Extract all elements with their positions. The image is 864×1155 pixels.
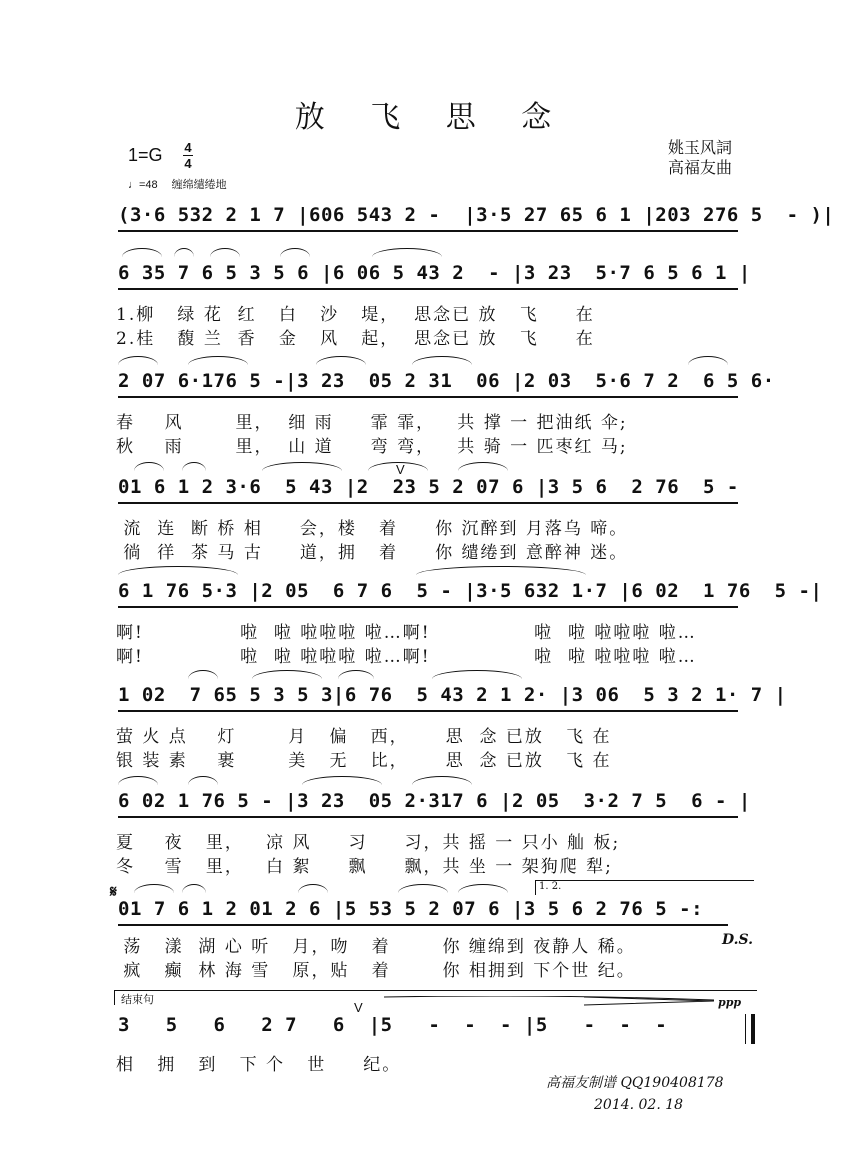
decrescendo-hairpin [384,996,714,1006]
footer-date: 2014. 02. 18 [594,1097,684,1113]
key-signature: 1=G [128,145,163,165]
notes-text: 6 02 1 76 5 - |3 23 05 2·317 6 |2 05 3·2 7 5 6 - | [118,790,751,812]
notes-text: 01 6 1 2 3·6 5 43 |2 23 5 2 07 6 |3 5 6 2 76 5 - [118,476,751,498]
notes-line [112,580,823,614]
lyric-verse-2: 秋 雨 里， 山 道 弯 弯， 共 骑 一 匹枣红 马; [116,437,628,457]
notes-line [112,1014,752,1048]
time-top: 4 [184,140,192,155]
volta-bracket: 1. 2. [535,880,754,895]
expression-mark: 缠绵缱绻地 [171,179,227,191]
lyric-verse-1: 啊! 啦 啦 啦啦啦 啦…啊! 啦 啦 啦啦啦 啦… [116,623,697,643]
notes-text: (3·6 532 2 1 7 |606 543 2 - |3·5 27 65 6 1 |203 276 5 - )| [118,204,835,226]
breath-mark: V [354,1000,363,1015]
notes-line [112,370,775,404]
notes-text: 3 5 6 2 7 6 |5 - - - |5 - - - [118,1014,680,1036]
tempo-line [128,176,227,192]
notes-line [112,476,752,510]
notes-text: 01 7 6 1 2 01 2 6 |5 53 5 2 07 6 |3 5 6 2 76 5 -: [118,898,704,920]
notes-line [112,790,752,824]
footer [546,1072,724,1116]
lyric-verse-2: 疯 癫 林 海 雪 原，贴 着 你 相拥到 下个世 纪。 [116,961,636,981]
lyric-verse-2: 冬 雪 里， 白 絮 飘 飘，共 坐 一 架狗爬 犁; [116,857,613,877]
lyric-verse-1: 荡 漾 湖 心 听 月，吻 着 你 缠绵到 夜静人 稀。 [116,937,636,957]
notes-text: 2 07 6·176 5 -|3 23 05 2 31 06 |2 03 5·6 7 2 6 5 6· [118,370,775,392]
time-signature [183,141,193,170]
lyric-verse-1: 1.柳 绿 花 红 白 沙 堤， 思念已 放 飞 在 [116,305,595,325]
lyric-verse-1: 春 风 里， 细 雨 霏 霏， 共 撑 一 把油纸 伞; [116,413,628,433]
lyric-verse-2: 银 装 素 裹 美 无 比， 思 念 已放 飞 在 [116,751,612,771]
lyric-verse-2: 徜 徉 茶 马 古 道，拥 着 你 缱绻到 意醉神 迷。 [116,543,629,563]
time-bottom: 4 [184,156,192,171]
lyric-verse-2: 2.桂 馥 兰 香 金 风 起， 思念已 放 飞 在 [116,329,595,349]
credits [668,138,732,178]
lyric-verse-1: 相 拥 到 下 个 世 纪。 [116,1055,402,1075]
notes-line [112,262,752,296]
notes-line [112,898,752,932]
ds-marking: D.S. [722,932,754,948]
notes-text: 6 1 76 5·3 |2 05 6 7 6 5 - |3·5 632 1·7 |6 02 1 76 5 -| [118,580,823,602]
lyric-verse-1: 流 连 断 桥 相 会，楼 着 你 沉醉到 月落乌 啼。 [116,519,629,539]
footer-maker: 高福友制谱 QQ190408178 [546,1075,724,1091]
notes-text: 1 02 7 65 5 3 5 3|6 76 5 43 2 1 2· |3 06 5 3 2 1· 7 | [118,684,787,706]
notes-line [112,684,787,718]
segno-sign: 𝄋 [110,882,117,901]
tempo-mark: ♩=48 [128,179,158,191]
dynamic-ppp: ppp [718,996,742,1009]
lyric-verse-2: 啊! 啦 啦 啦啦啦 啦…啊! 啦 啦 啦啦啦 啦… [116,647,697,667]
notes-line [112,204,835,238]
final-barline [745,1014,755,1044]
lyric-verse-1: 夏 夜 里， 凉 风 习 习，共 摇 一 只小 舢 板; [116,833,621,853]
composer: 高福友曲 [668,158,733,177]
lyric-verse-1: 萤 火 点 灯 月 偏 西， 思 念 已放 飞 在 [116,727,612,747]
lyricist: 姚玉风詞 [668,138,733,157]
breath-mark: V [396,462,405,477]
score-title: 放 飞 思 念 [294,100,570,135]
notes-text: 6 35 7 6 5 3 5 6 |6 06 5 43 2 - |3 23 5·7 6 5 6 1 | [118,262,751,284]
coda-bracket: 结束句 [114,990,757,1005]
